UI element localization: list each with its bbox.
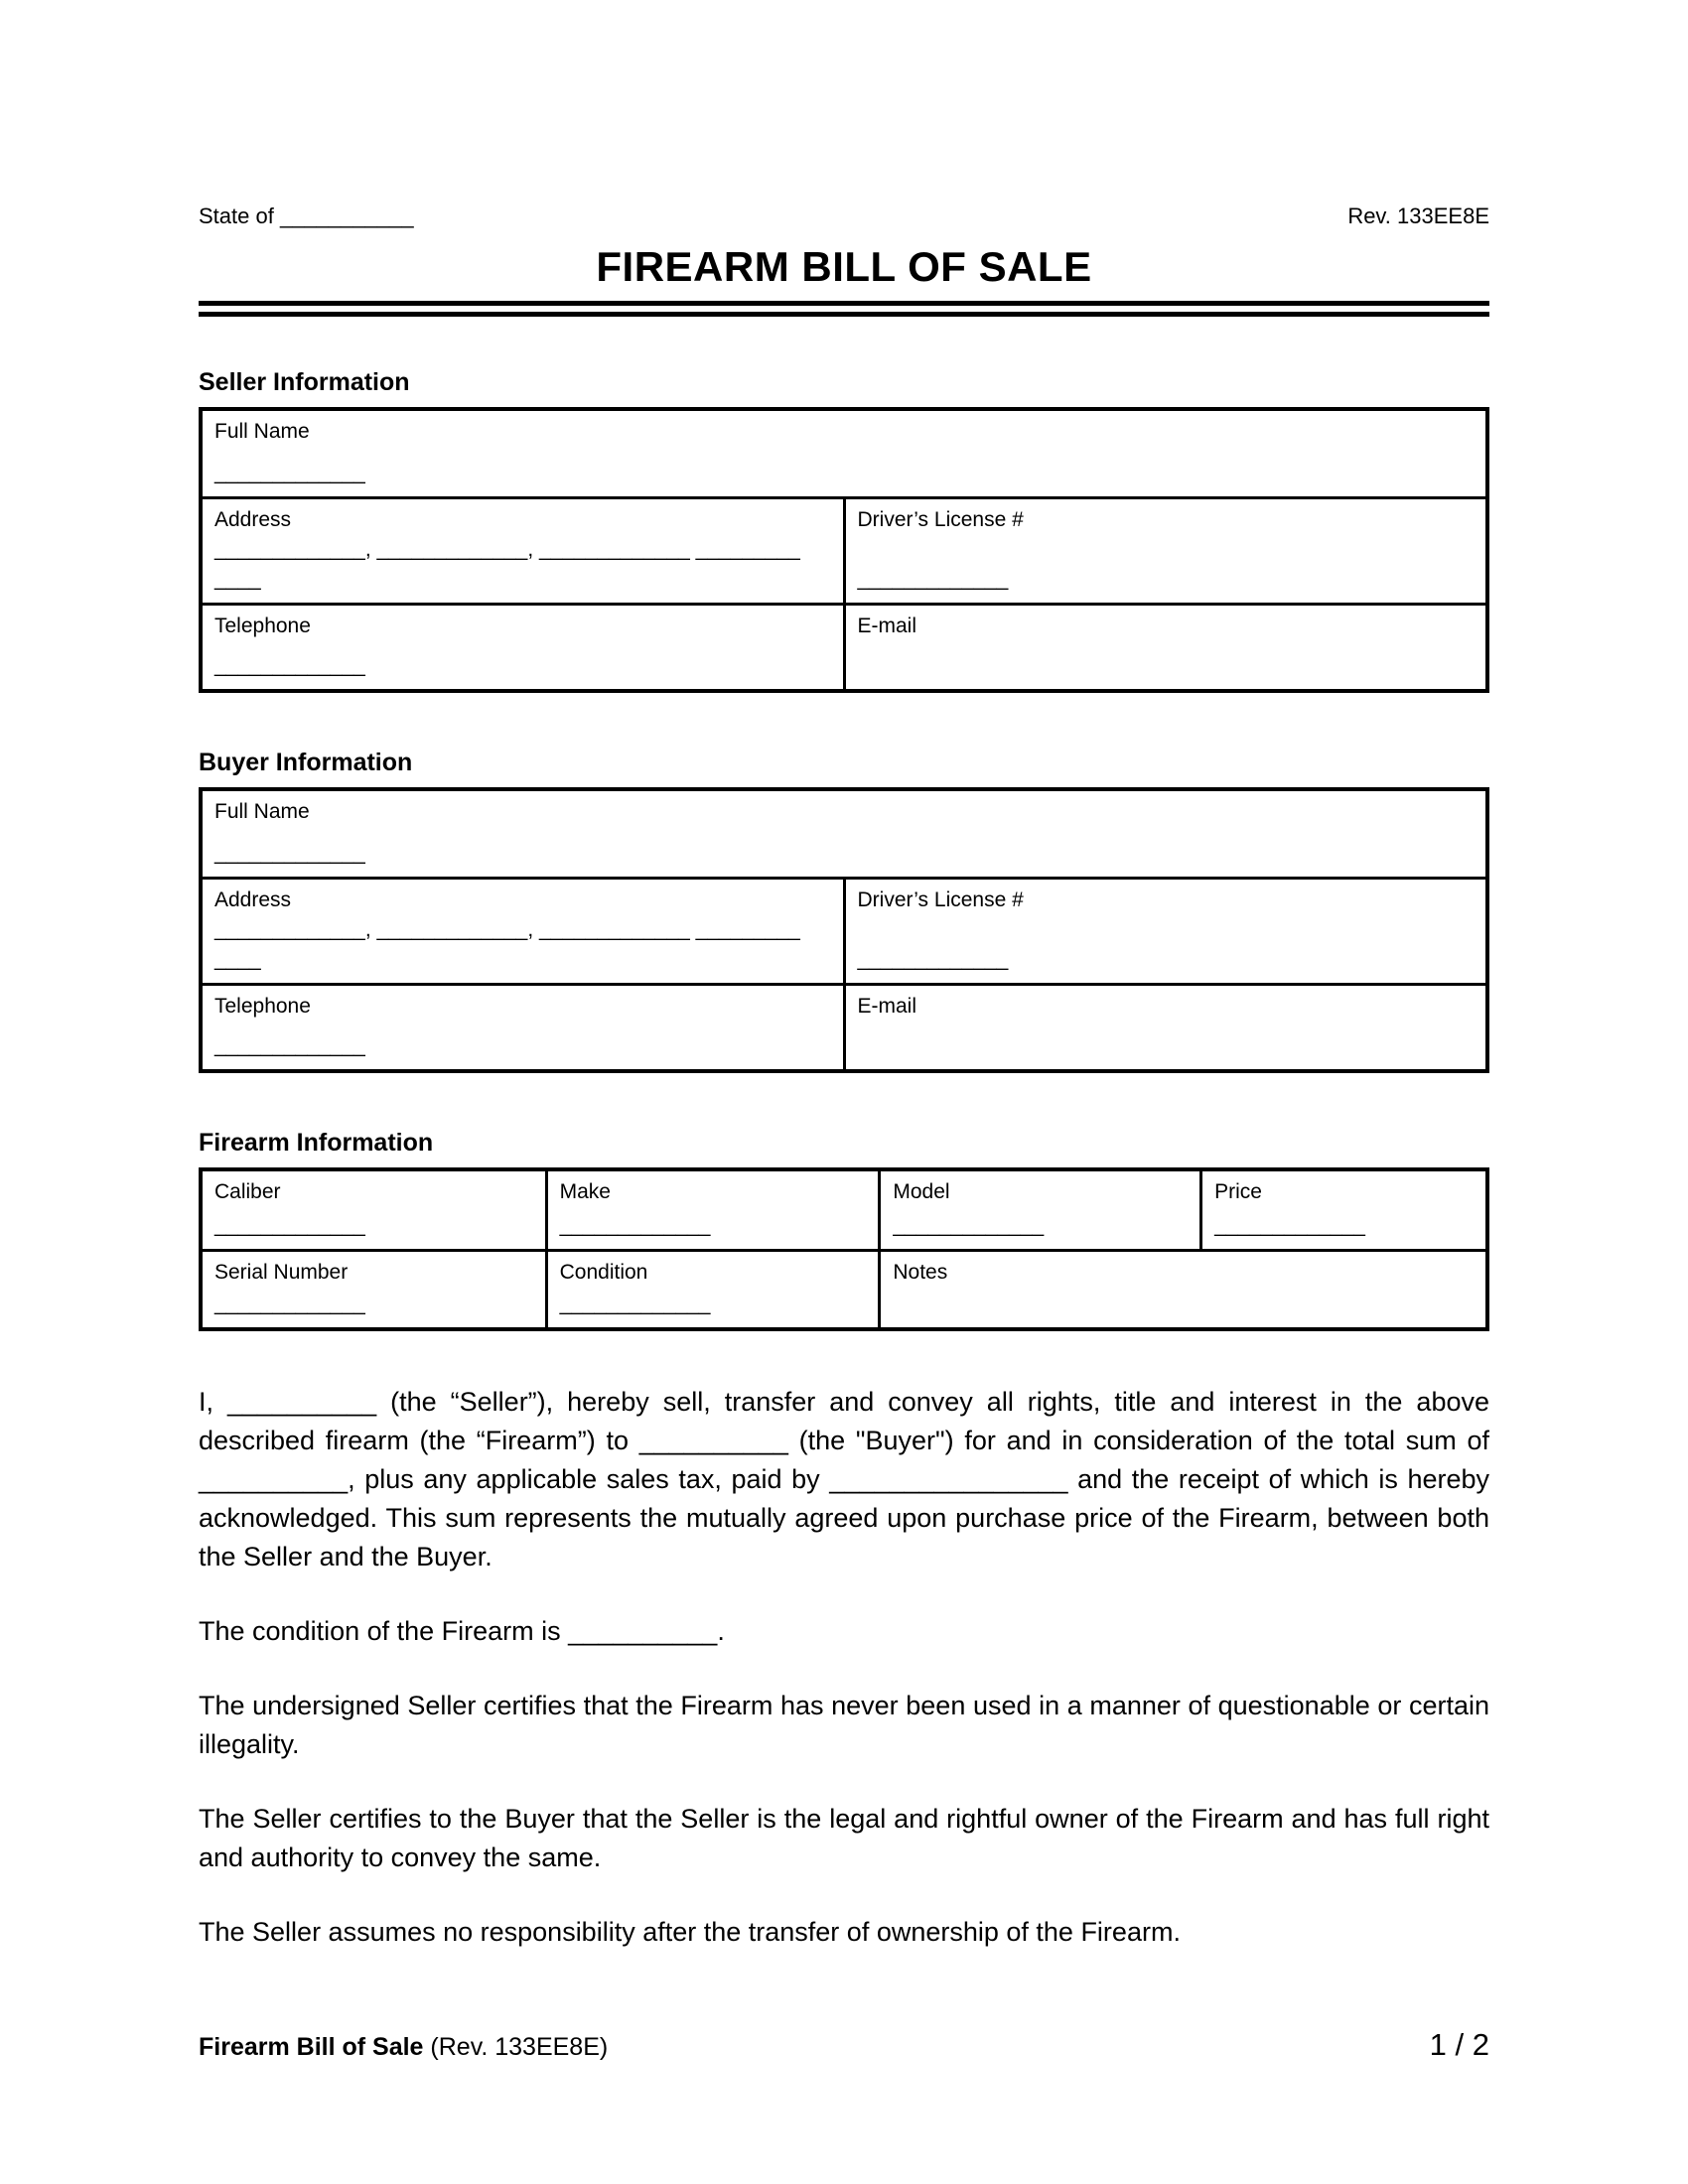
firearm-section-heading: Firearm Information (199, 1129, 434, 1157)
table-row (201, 498, 1487, 605)
condition-blank-line: _____________ (559, 1293, 711, 1315)
address-blank-line: _____________, _____________, _____________ _________ ____ (214, 918, 800, 971)
serial-number-blank-line: _____________ (214, 1293, 365, 1315)
table-row (201, 789, 1487, 879)
seller-info-table (199, 407, 1489, 693)
telephone-label: Telephone (214, 995, 311, 1018)
seller-email-cell (844, 605, 1487, 692)
footer-document-label (199, 2033, 608, 2062)
telephone-blank-line: _____________ (214, 1034, 365, 1057)
email-label: E-mail (857, 995, 917, 1018)
ownership-certification-paragraph: The Seller certifies to the Buyer that the Seller is the legal and rightful owner of the Firearm and has full right and authority to convey the same. (199, 1804, 1489, 1872)
footer-doc-revision: (Rev. 133EE8E) (423, 2033, 609, 2061)
table-row (201, 985, 1487, 1072)
buyer-info-table (199, 787, 1489, 1073)
page-number-indicator: 1 / 2 (1429, 2027, 1489, 2062)
full-name-blank-line: _____________ (214, 462, 365, 484)
address-label: Address (214, 508, 292, 531)
buyer-section-heading: Buyer Information (199, 749, 413, 776)
firearm-model-cell (880, 1169, 1201, 1251)
price-blank-line: _____________ (1214, 1214, 1365, 1237)
caliber-blank-line: _____________ (214, 1214, 365, 1237)
firearm-make-cell (546, 1169, 880, 1251)
state-of-blank-line: ___________ (279, 204, 414, 228)
caliber-label: Caliber (214, 1180, 281, 1203)
state-of-label: State of (199, 204, 274, 228)
model-blank-line: _____________ (893, 1214, 1045, 1237)
firearm-caliber-cell (201, 1169, 546, 1251)
address-label: Address (214, 888, 292, 911)
buyer-telephone-cell (201, 985, 844, 1072)
price-label: Price (1214, 1180, 1262, 1203)
buyer-license-cell (844, 879, 1487, 985)
drivers-license-label: Driver’s License # (857, 888, 1024, 911)
notes-label: Notes (893, 1261, 948, 1284)
condition-statement-paragraph: The condition of the Firearm is __________. (199, 1616, 725, 1646)
table-row (201, 605, 1487, 692)
legality-certification-paragraph: The undersigned Seller certifies that the Firearm has never been used in a manner of questionable or certain illegality. (199, 1691, 1489, 1759)
firearm-info-table (199, 1167, 1489, 1331)
full-name-label: Full Name (214, 420, 310, 443)
condition-label: Condition (559, 1261, 648, 1284)
buyer-address-cell (201, 879, 844, 985)
full-name-blank-line: _____________ (214, 842, 365, 865)
seller-address-cell (201, 498, 844, 605)
firearm-serial-cell (201, 1251, 546, 1330)
full-name-label: Full Name (214, 800, 310, 823)
firearm-condition-cell (546, 1251, 880, 1330)
table-row (201, 1251, 1487, 1330)
seller-telephone-cell (201, 605, 844, 692)
seller-section-heading: Seller Information (199, 368, 410, 396)
serial-number-label: Serial Number (214, 1261, 349, 1284)
buyer-email-cell (844, 985, 1487, 1072)
model-label: Model (893, 1180, 950, 1203)
document-header-row (199, 204, 1489, 229)
make-label: Make (559, 1180, 611, 1203)
firearm-price-cell (1201, 1169, 1487, 1251)
seller-full-name-cell (201, 409, 1487, 498)
firearm-notes-cell (880, 1251, 1487, 1330)
page-title: FIREARM BILL OF SALE (596, 243, 1092, 290)
table-row (201, 879, 1487, 985)
seller-license-cell (844, 498, 1487, 605)
state-of-field (199, 204, 414, 229)
address-blank-line: _____________, _____________, _____________ _________ ____ (214, 538, 800, 591)
title-double-rule (199, 301, 1489, 317)
make-blank-line: _____________ (559, 1214, 711, 1237)
email-label: E-mail (857, 614, 917, 637)
sale-terms-paragraph: I, __________ (the “Seller”), hereby sell, transfer and convey all rights, title and interest in the above described firearm (the “Firearm”) to __________ (the "Buyer") for and in consideration of the total sum of __________, plus any applicable sales tax, paid by ________________ and the receipt of which is hereby acknowledged. This sum represents the mutually agreed upon purchase price of the Firearm, between both the Seller and the Buyer. (199, 1387, 1489, 1571)
telephone-label: Telephone (214, 614, 311, 637)
footer-doc-name: Firearm Bill of Sale (199, 2033, 424, 2061)
page-footer (199, 2027, 1489, 2063)
drivers-license-blank-line: _____________ (857, 568, 1009, 591)
telephone-blank-line: _____________ (214, 654, 365, 677)
table-row (201, 1169, 1487, 1251)
buyer-full-name-cell (201, 789, 1487, 879)
responsibility-disclaimer-paragraph: The Seller assumes no responsibility after the transfer of ownership of the Firearm. (199, 1917, 1181, 1947)
drivers-license-blank-line: _____________ (857, 948, 1009, 971)
revision-label: Rev. 133EE8E (1347, 204, 1489, 228)
drivers-license-label: Driver’s License # (857, 508, 1024, 531)
table-row (201, 409, 1487, 498)
